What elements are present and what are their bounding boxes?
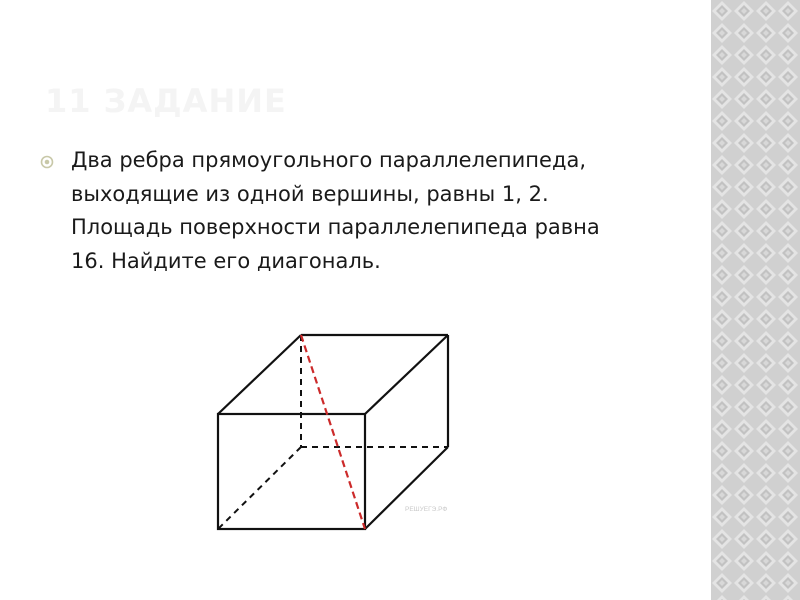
problem-text: Два ребра прямоугольного параллелепипеда, выходящие из одной вершины, равны 1, 2. Площадь поверхности параллелепипеда равна 16. Найдите его диагональ. xyxy=(71,148,600,273)
slide-title: 11 ЗАДАНИЕ xyxy=(45,82,287,120)
parallelepiped-diagram xyxy=(205,327,463,542)
watermark: РЕШУЕГЭ.РФ xyxy=(405,506,448,513)
circle-bullet-icon xyxy=(40,155,54,169)
side-decorative-pattern xyxy=(711,0,800,600)
